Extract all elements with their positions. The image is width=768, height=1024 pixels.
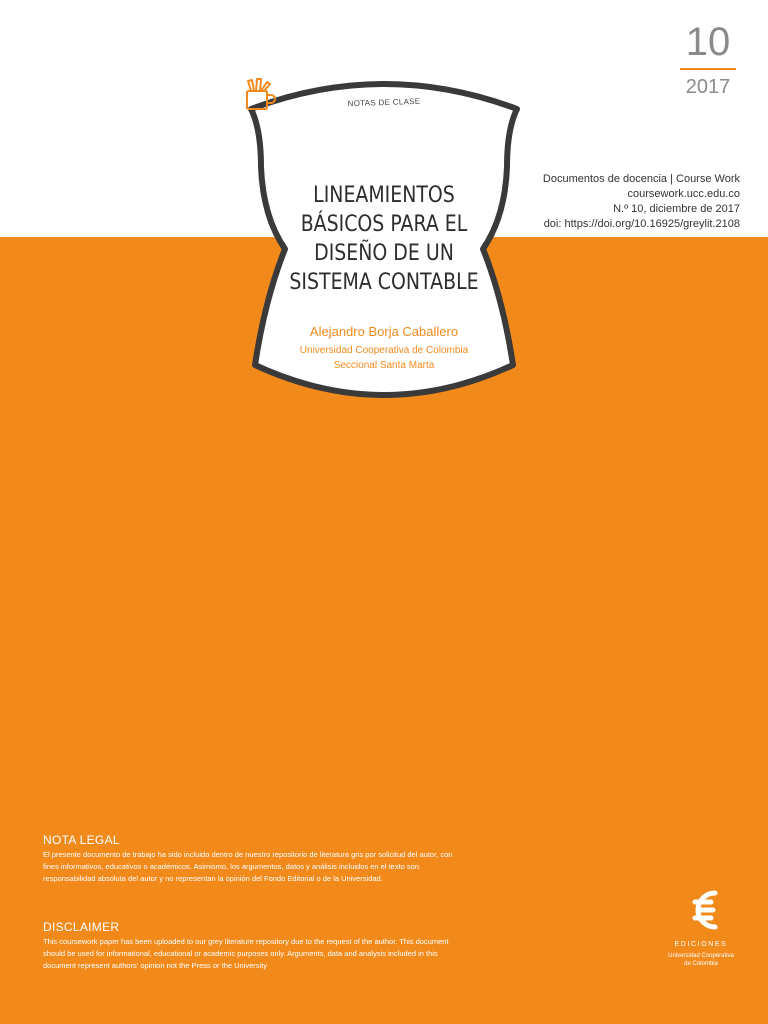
publication-meta <box>543 172 740 232</box>
meta-series: Documentos de docencia | Course Work <box>542 173 740 185</box>
title-line: DISEÑO DE UN <box>314 241 454 266</box>
affiliation-line: Seccional Santa Marta <box>333 360 435 371</box>
title-line: BÁSICOS PARA EL <box>300 212 468 237</box>
disclaimer-heading: DISCLAIMER <box>43 920 120 934</box>
author-name: Alejandro Borja Caballero <box>309 324 459 339</box>
logo-university <box>656 952 746 968</box>
legal-heading: NOTA LEGAL <box>43 833 120 847</box>
meta-website[interactable]: coursework.ucc.edu.co <box>627 188 740 200</box>
issue-divider <box>680 68 736 70</box>
disclaimer-text: This coursework paper has been uploaded to our grey literature repository due to the request of the author. This document should be used for informational, educational or academic purposes only. Arguments, data and analysis included in this document represent authors' opinion not the Press or the University <box>43 937 449 970</box>
series-label: NOTAS DE CLASE <box>347 96 421 109</box>
title-badge <box>243 77 525 405</box>
issue-number: 10 <box>685 20 731 64</box>
meta-doi[interactable]: doi: https://doi.org/10.16925/greylit.2108 <box>543 218 740 230</box>
document-title <box>280 181 488 297</box>
affiliation-line: Universidad Cooperativa de Colombia <box>299 345 469 356</box>
issue-year: 2017 <box>685 76 731 98</box>
issue-block <box>680 20 736 98</box>
title-line: LINEAMIENTOS <box>313 183 455 208</box>
ediciones-logo-icon <box>681 885 721 935</box>
publisher-logo <box>656 885 746 968</box>
legal-notice <box>43 833 463 885</box>
disclaimer <box>43 920 463 972</box>
logo-university-line: de Colombia <box>684 961 718 967</box>
pencil-cup-icon <box>243 77 277 113</box>
logo-label: EDICIONES <box>674 941 728 948</box>
title-line: SISTEMA CONTABLE <box>289 270 479 295</box>
meta-issue-date: N.º 10, diciembre de 2017 <box>613 203 740 215</box>
legal-text: El presente documento de trabajo ha sido incluido dentro de nuestro repositorio de literatura gris por solicitud del autor, con fines informativos, educativos o académicos. Asimismo, los argumentos, datos y análisis incluidos en el texto son responsabilidad absoluta del autor y no representan la opinión del Fondo Editorial o de la Universidad. <box>43 850 453 883</box>
author-affiliation <box>243 343 525 373</box>
logo-university-line: Universidad Cooperativa <box>668 953 734 959</box>
